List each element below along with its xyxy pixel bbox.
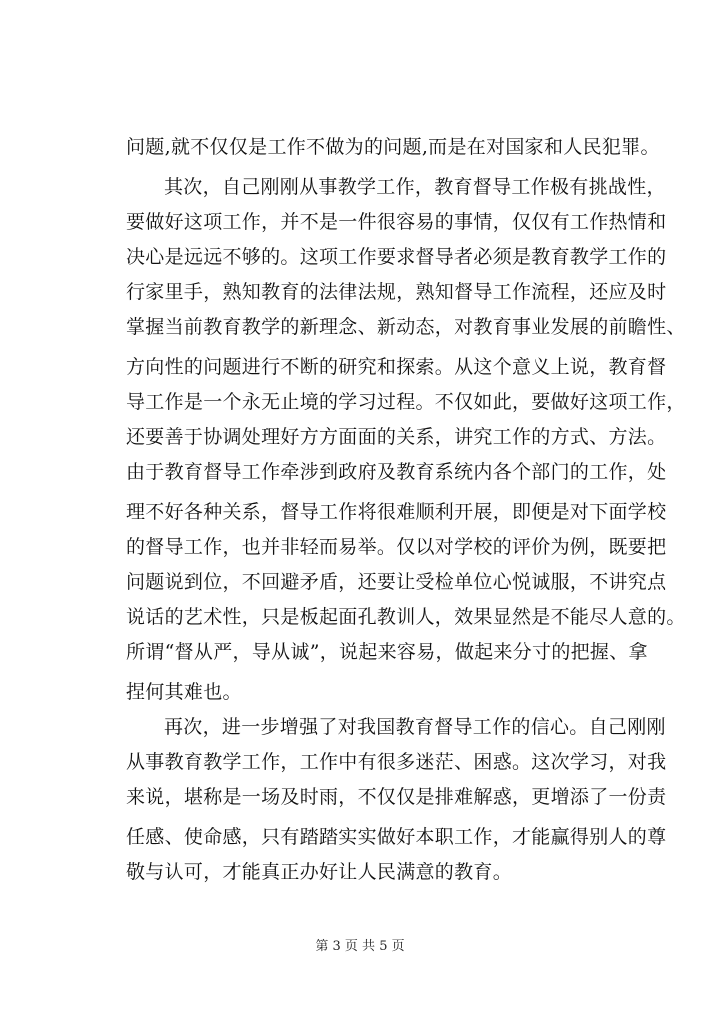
text-line: 来说，堪称是一场及时雨，不仅仅是排难解惑，更增添了一份责: [126, 786, 667, 808]
text-line: 掌握当前教育教学的新理念、新动态，对教育事业发展的前瞻性、: [126, 316, 686, 338]
text-line: 方向性的问题进行不断的研究和探索。从这个意义上说，教育督: [126, 356, 667, 378]
text-line: 决心是远远不够的。这项工作要求督导者必须是教育教学工作的: [126, 246, 667, 268]
text-line: 理不好各种关系，督导工作将很难顺利开展，即便是对下面学校: [126, 501, 667, 523]
paragraph-start-line: 其次，自己刚刚从事教学工作，教育督导工作极有挑战性，: [164, 176, 666, 198]
text-line: 问题,就不仅仅是工作不做为的问题,而是在对国家和人民犯罪。: [126, 136, 660, 158]
text-line: 捏何其难也。: [126, 681, 242, 703]
text-line: 问题说到位，不回避矛盾，还要让受检单位心悦诚服，不讲究点: [126, 571, 667, 593]
text-line: 所谓“督从严，导从诚”，说起来容易，做起来分寸的把握、拿: [126, 641, 648, 663]
text-line: 任感、使命感，只有踏踏实实做好本职工作，才能赢得别人的尊: [126, 826, 667, 848]
text-line: 敬与认可，才能真正办好让人民满意的教育。: [126, 861, 513, 883]
text-line: 说话的艺术性，只是板起面孔教训人，效果显然是不能尽人意的。: [126, 606, 686, 628]
text-line: 要做好这项工作，并不是一件很容易的事情，仅仅有工作热情和: [126, 211, 667, 233]
text-line: 从事教育教学工作，工作中有很多迷茫、困惑。这次学习，对我: [126, 751, 667, 773]
text-line: 导工作是一个永无止境的学习过程。不仅如此，要做好这项工作，: [126, 391, 686, 413]
text-line: 的督导工作，也并非轻而易举。仅以对学校的评价为例，既要把: [126, 536, 667, 558]
text-line: 还要善于协调处理好方方面面的关系，讲究工作的方式、方法。: [126, 426, 667, 448]
text-line: 行家里手，熟知教育的法律法规，熟知督导工作流程，还应及时: [126, 281, 667, 303]
paragraph-start-line: 再次，进一步增强了对我国教育督导工作的信心。自己刚刚: [164, 716, 666, 738]
text-line: 由于教育督导工作牵涉到政府及教育系统内各个部门的工作，处: [126, 461, 667, 483]
page-number: 第 3 页 共 5 页: [315, 939, 405, 954]
